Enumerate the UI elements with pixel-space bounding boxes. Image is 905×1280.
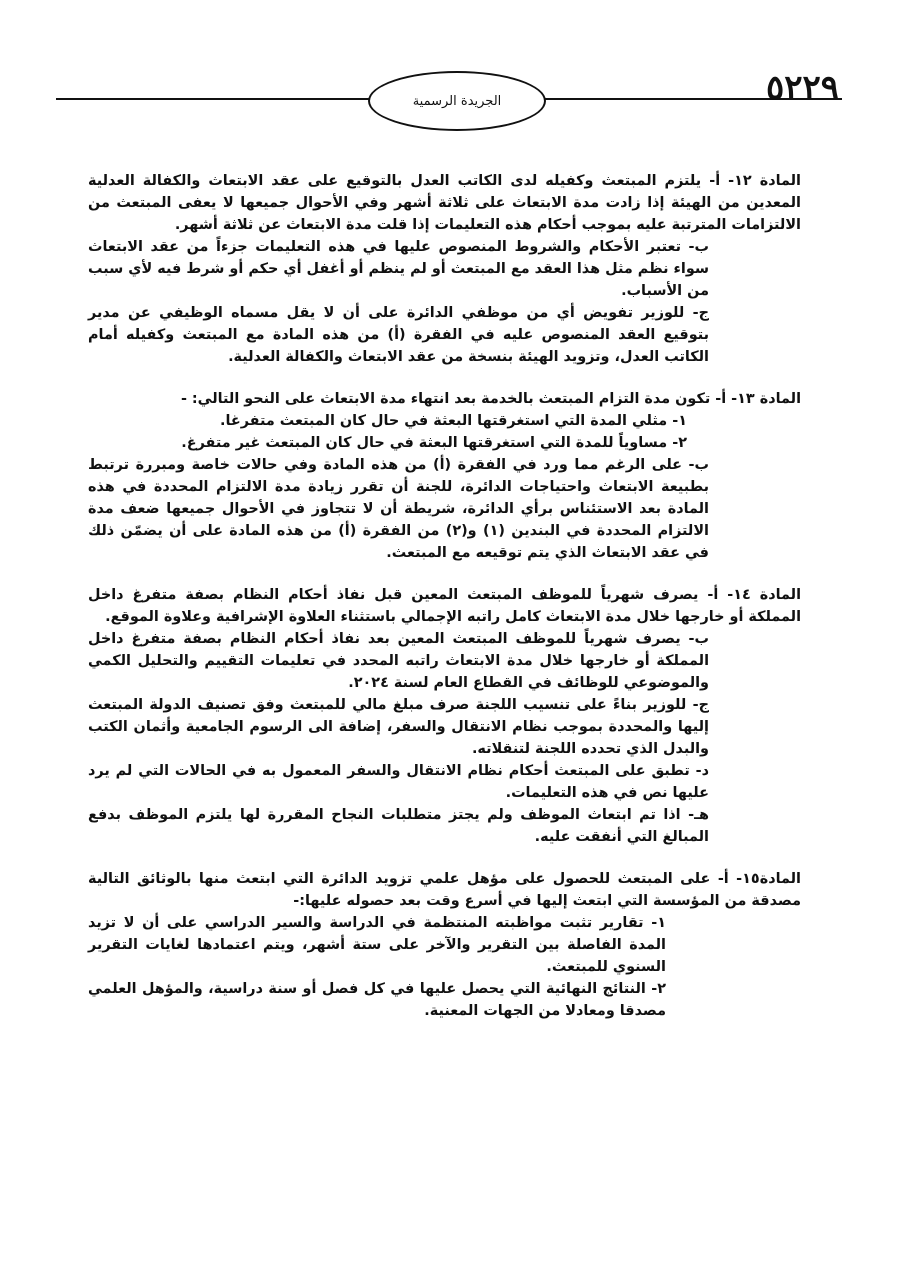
document-body [88, 170, 801, 1042]
article-13-para-b: ب- على الرغم مما ورد في الفقرة (أ) من هذه المادة وفي حالات خاصة ومبررة ترتبط بطبيعة الابتعاث واحتياجات الدائرة، للجنة أن تقرر زيادة مدة الالتزام المحددة في هذه المادة بعد الاستئناس برأي الدائرة، شريطة أن لا تتجاوز في الأحوال جميعها ضعف مدة الالتزام المحددة في البندين (١) و(٢) من الفقرة (أ) من هذه المادة على أن يضمّن ذلك في عقد الابتعاث الذي يتم توقيعه مع المبتعث. [88, 457, 709, 561]
article-12 [88, 170, 801, 368]
article-12-para-a: المادة ١٢- أ- يلتزم المبتعث وكفيله لدى الكاتب العدل بالتوقيع على عقد الابتعاث والكفالة العدلية المعدين من الهيئة إذا زادت مدة الابتعاث على ثلاثة أشهر وفي الأحوال جميعها لا يعفى المبتعث من الالتزامات المترتبة عليه بموجب أحكام هذه التعليمات إذا قلت مدة الابتعاث عن ثلاثة أشهر. [88, 173, 801, 233]
article-14-para-c: ج- للوزير بناءً على تنسيب اللجنة صرف مبلغ مالي للمبتعث وفق تصنيف الدولة المبتعث إليها والمحددة بموجب نظام الانتقال والسفر، إضافة الى الرسوم الجامعية وأثمان الكتب والبدل الذي تحدده اللجنة لتنقلاته. [88, 697, 709, 757]
article-14-para-a: المادة ١٤- أ- يصرف شهرياً للموظف المبتعث المعين قبل نفاذ أحكام النظام بصفة متفرغ داخل المملكة أو خارجها خلال مدة الابتعاث كامل راتبه الإجمالي باستثناء العلاوة الإشرافية وعلاوة الموقع. [88, 587, 802, 625]
article-13 [88, 388, 801, 564]
article-13-item-2: ٢- مساوياً للمدة التي استغرقتها البعثة في حال كان المبتعث غير متفرغ. [181, 435, 687, 451]
article-12-para-c: ج- للوزير تفويض أي من موظفي الدائرة على أن لا يقل مسماه الوظيفي عن مدير بتوقيع العقد المنصوص عليه في الفقرة (أ) من هذه المادة مع المبتعث وكفيله أمام الكاتب العدل، وتزويد الهيئة بنسخة من عقد الابتعاث والكفالة العدلية. [88, 305, 709, 365]
article-15-item-1: ١- تقارير تثبت مواظبته المنتظمة في الدراسة والسير الدراسي على أن لا تزيد المدة الفاصلة بين التقرير والآخر على ستة أشهر، ويتم اعتمادها لغايات التقرير السنوي للمبتعث. [88, 915, 666, 975]
article-14-para-d: د- تطبق على المبتعث أحكام نظام الانتقال والسفر المعمول به في الحالات التي لم يرد عليها نص في هذه التعليمات. [88, 763, 709, 801]
article-13-item-1: ١- مثلي المدة التي استغرقتها البعثة في حال كان المبتعث متفرغا. [220, 413, 687, 429]
article-15-para-a: المادة١٥- أ- على المبتعث للحصول على مؤهل علمي تزويد الدائرة التي ابتعث منها بالوثائق التالية مصدقة من المؤسسة التي ابتعث إليها في أسرع وقت بعد حصوله عليها:- [88, 871, 801, 909]
article-12-para-b: ب- تعتبر الأحكام والشروط المنصوص عليها في هذه التعليمات جزءاً من عقد الابتعاث سواء نظم مثل هذا العقد مع المبتعث أو لم ينظم أو أغفل أي حكم أو شرط فيه لأي سبب من الأسباب. [88, 239, 709, 299]
journal-title: الجريدة الرسمية [412, 93, 502, 109]
article-14 [88, 584, 801, 848]
article-15-item-2: ٢- النتائج النهائية التي يحصل عليها في كل فصل أو سنة دراسية، والمؤهل العلمي مصدقا ومعادلا من الجهات المعنية. [88, 981, 666, 1019]
article-13-para-a: المادة ١٣- أ- تكون مدة التزام المبتعث بالخدمة بعد انتهاء مدة الابتعاث على النحو التالي: - [180, 391, 801, 407]
article-14-para-b: ب- يصرف شهرياً للموظف المبتعث المعين بعد نفاذ أحكام النظام بصفة متفرغ داخل المملكة أو خارجها خلال مدة الابتعاث راتبه المحدد في تعليمات التقييم والتحليل الكمي والموضوعي للوظائف في القطاع العام لسنة ٢٠٢٤. [88, 631, 709, 691]
page-number: ٥٢٢٩ [765, 68, 839, 108]
article-15 [88, 868, 801, 1022]
article-14-para-e: هـ- اذا تم ابتعاث الموظف ولم يجتز متطلبات النجاح المقررة لها يلتزم الموظف بدفع المبالغ التي أنفقت عليه. [88, 807, 709, 845]
journal-title-oval [368, 71, 546, 131]
